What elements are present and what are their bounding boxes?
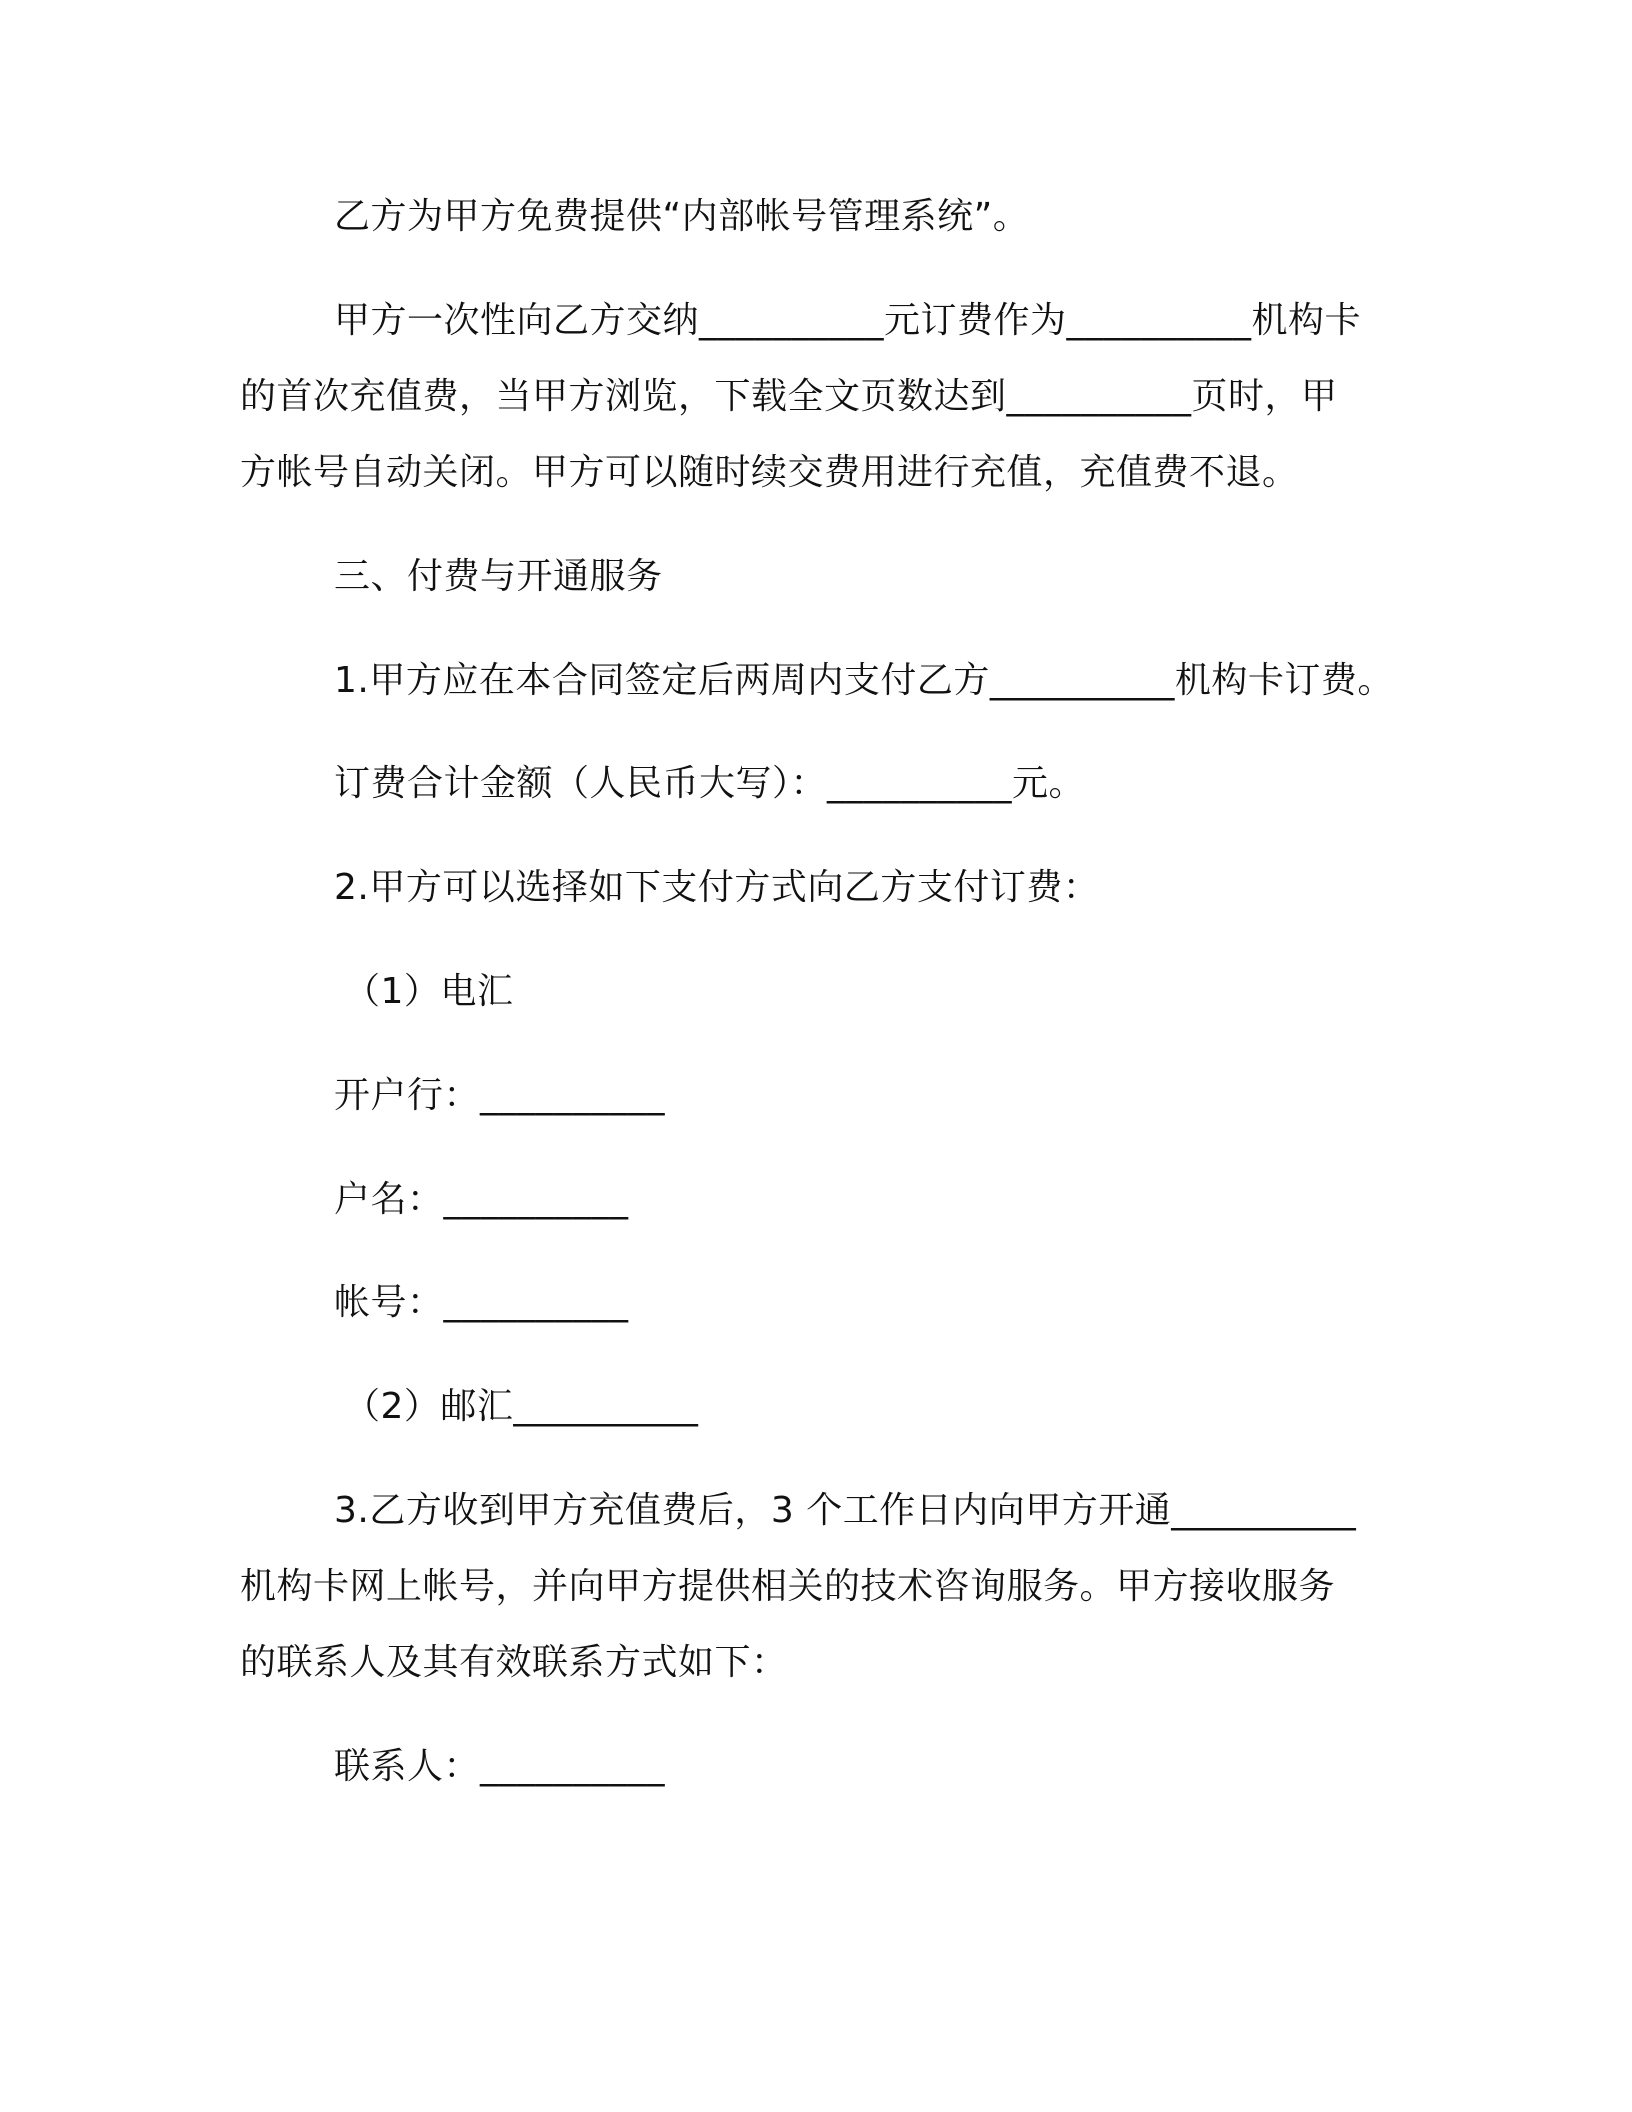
paragraph-fee-line-2: 的首次充值费，当甲方浏览，下载全文页数达到__________页时，甲 [240,376,1338,417]
paragraph-system-provision: 乙方为甲方免费提供“内部帐号管理系统”。 [334,196,1030,237]
field-bank: 开户行：__________ [334,1075,666,1116]
payment-option-wire: （1）电汇 [344,971,514,1012]
clause-1-payment-deadline: 1.甲方应在本合同签定后两周内支付乙方__________机构卡订费。 [334,660,1394,701]
clause-3-line-3: 的联系人及其有效联系方式如下： [240,1642,788,1683]
clause-total-amount: 订费合计金额（人民币大写）：__________元。 [334,763,1086,804]
field-account-number: 帐号：__________ [334,1282,629,1323]
paragraph-fee-line-3: 方帐号自动关闭。甲方可以随时续交费用进行充值，充值费不退。 [240,452,1299,493]
clause-3-line-1: 3.乙方收到甲方充值费后，3 个工作日内向甲方开通__________ [334,1490,1357,1531]
field-account-name: 户名：__________ [334,1179,629,1220]
clause-3-line-2: 机构卡网上帐号，并向甲方提供相关的技术咨询服务。甲方接收服务 [240,1566,1336,1607]
field-contact-person: 联系人：__________ [334,1746,666,1787]
section-heading-payment: 三、付费与开通服务 [334,556,663,597]
payment-option-postal: （2）邮汇__________ [344,1386,699,1427]
paragraph-fee-line-1: 甲方一次性向乙方交纳__________元订费作为__________机构卡 [334,300,1362,341]
clause-2-payment-methods: 2.甲方可以选择如下支付方式向乙方支付订费： [334,867,1100,908]
